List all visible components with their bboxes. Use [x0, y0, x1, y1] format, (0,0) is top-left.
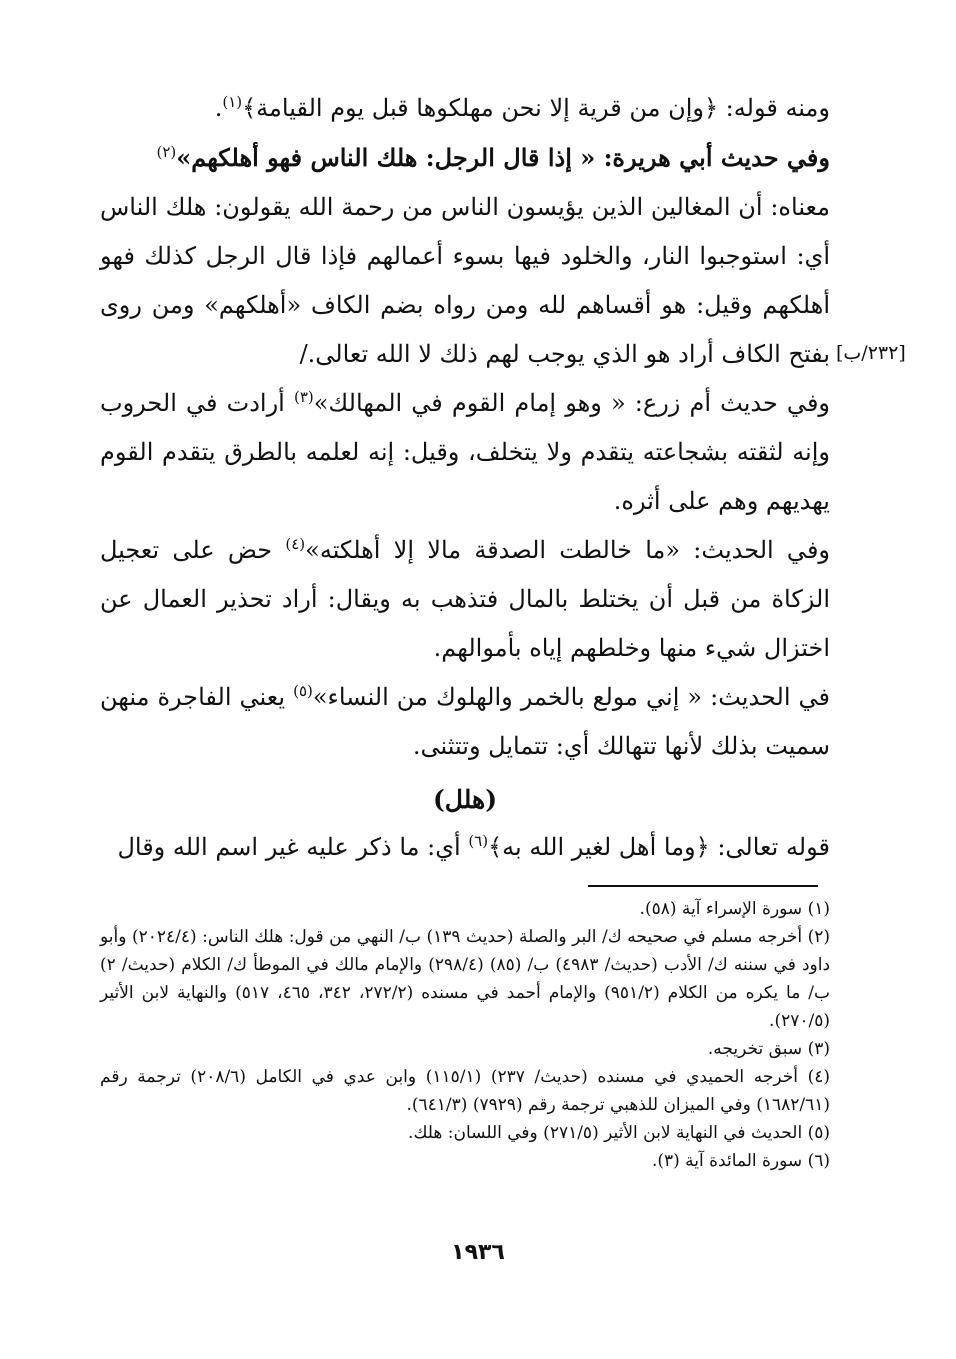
footnote-ref-4: (٤) [285, 535, 306, 553]
footnote-divider [588, 885, 818, 887]
main-text [100, 84, 830, 872]
footnote-3: (٣) سبق تخريجه. [707, 1039, 830, 1059]
paragraph-1: ومنه قوله: ﴿وإن من قرية إلا نحن مهلكوها قبل يوم القيامة﴾$^{(١)}$. [214, 93, 830, 122]
section-heading: (هلل) [432, 785, 498, 814]
paragraph-5: وفي الحديث: «ما خالطت الصدقة مالا إلا أهلكته»$^{(٤)}$ حض على تعجيل الزكاة من قبل أن يختلط بالمال فتذهب به ويقال: أراد تحذير العمال عن اختزال شيء منها وخلطهم إياه بأموالهم. [100, 535, 831, 662]
paragraph-2: وفي حديث أبي هريرة: « إذا قال الرجل: هلك الناس فهو أهلكهم»$^{(٢)}$ [156, 143, 830, 172]
footnote-ref-1: (١) [222, 93, 243, 111]
paragraph-6: في الحديث: « إني مولع بالخمر والهلوك من النساء»$^{(٥)}$ يعني الفاجرة منهن سميت بذلك لأنها تتهالك أي: تتمايل وتتثنى. [100, 682, 831, 760]
footnotes [100, 895, 830, 1175]
footnote-ref-6: (٦) [468, 832, 489, 850]
footnote-4: (٤) أخرجه الحميدي في مسنده (حديث/ ٢٣٧) (١١٥/١) وابن عدي في الكامل (٢٠٨/٦) ترجمة رقم (١٦٨٢/٦١) وفي الميزان للذهبي ترجمة رقم (٧٩٢٩) (٦٤١/٣). [100, 1067, 830, 1115]
paragraph-3: معناه: أن المغالين الذين يؤيسون الناس من رحمة الله يقولون: هلك الناس أي: استوجبوا النار، والخلود فيها بسوء أعمالهم فإذا قال الرجل كذلك فهو أهلكهم وقيل: هو أقساهم لله ومن رواه بضم الكاف «أهلكهم» ومن روى بفتح الكاف أراد هو الذي يوجب لهم ذلك لا الله تعالى./ [100, 193, 830, 368]
paragraph-7: قوله تعالى: ﴿وما أهل لغير الله به﴾$^{(٦)}$ أي: ما ذكر عليه غير اسم الله وقال [117, 832, 830, 861]
footnote-ref-5: (٥) [293, 682, 313, 700]
footnote-1: (١) سورة الإسراء آية (٥٨). [639, 899, 830, 919]
page-number: ١٩٣٦ [451, 1240, 505, 1265]
footnote-5: (٥) الحديث في النهاية لابن الأثير (٢٧١/٥) وفي اللسان: هلك. [408, 1123, 830, 1143]
footnote-ref-3: (٣) [293, 388, 314, 406]
footnote-2: (٢) أخرجه مسلم في صحيحه ك/ البر والصلة (حديث ١٣٩) ب/ النهي من قول: هلك الناس: (٢٠٢٤/٤) وأبو داود في سننه ك/ الأدب (حديث/ ٤٩٨٣) ب/ (٨٥) (٢٩٨/٤) والإمام مالك في الموطأ ك/ الكلام (حديث/ ٢) ب/ ما يكره من الكلام (٩٥١/٢) والإمام أحمد في مسنده (٢٧٢/٢، ٣٤٢، ٤٦٥، ٥١٧) والنهاية لابن الأثير (٢٧٠/٥). [100, 927, 831, 1031]
footnote-6: (٦) سورة المائدة آية (٣). [651, 1151, 830, 1171]
paragraph-4: وفي حديث أم زرع: « وهو إمام القوم في المهالك»$^{(٣)}$ أرادت في الحروب وإنه لثقته بشجاعته يتقدم ولا يتخلف، وقيل: إنه لعلمه بالطرق يتقدم القوم يهديهم وهم على أثره. [100, 388, 831, 515]
margin-folio-note: [٢٣٢/ب] [836, 342, 906, 364]
footnote-ref-2: (٢) [156, 143, 177, 161]
